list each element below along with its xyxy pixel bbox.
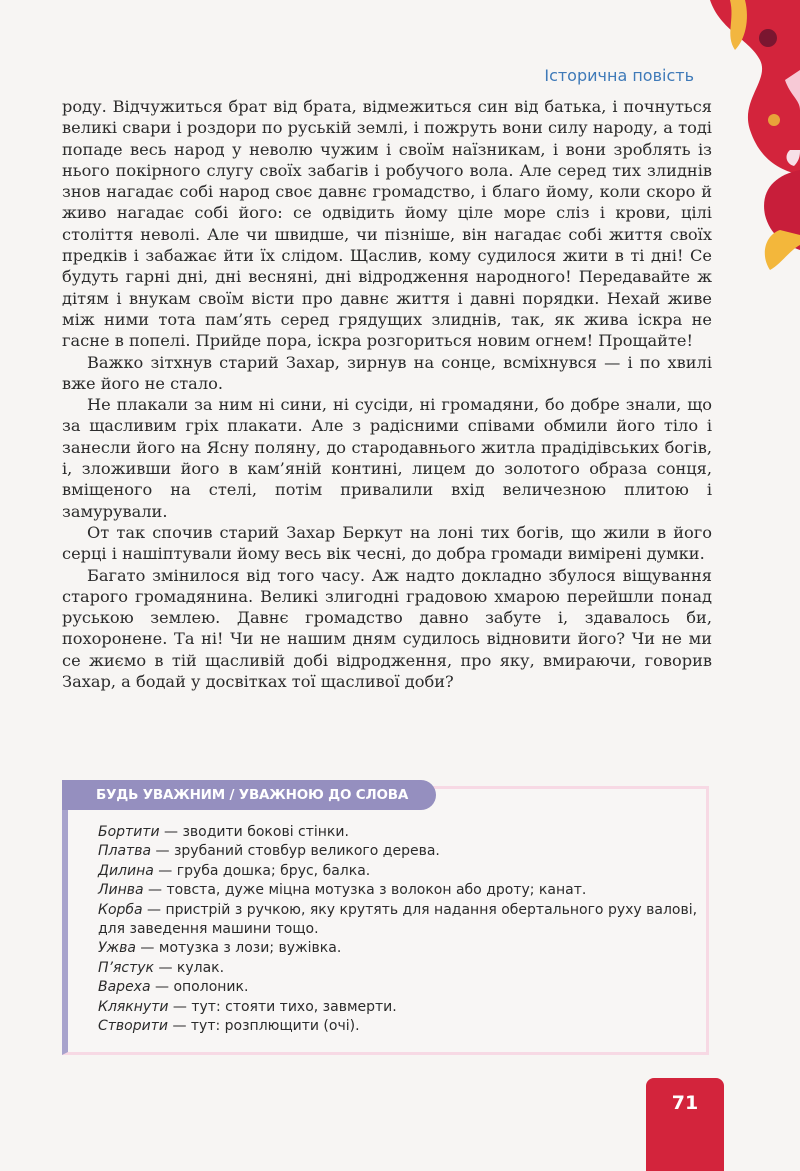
- vocabulary-definition: — тут: розплющити (очі).: [168, 1018, 360, 1035]
- page-number: 71: [671, 1092, 699, 1114]
- paragraph: Не плакали за ним ні сини, ні сусіди, ні громадяни, бо добре знали, що за щасливим гріх плакати. Але з радісними співами обмили його тіло і занесли його на Ясну поляну, до стародавнього житла прадідівських богів, і, зложивши його в кам’яній контині, лицем до золотого образа сонця, вміщеного на стелі, потім привалили вхід величезною плитою і замурували.: [62, 395, 712, 521]
- vocabulary-term: Ужва: [98, 940, 136, 957]
- vocabulary-definition: — зрубаний стовбур великого дерева.: [151, 843, 440, 860]
- vocabulary-definition: — зводити бокові стінки.: [159, 824, 349, 840]
- vocabulary-term: Платва: [98, 843, 152, 860]
- paragraph: От так спочив старий Захар Беркут на лоні тих богів, що жили в його серці і нашіптували йому весь вік чесні, до добра громади вимірені думки.: [62, 522, 712, 564]
- vocabulary-term: Линва: [98, 882, 144, 899]
- vocabulary-entry: [98, 978, 698, 997]
- vocabulary-entry: [98, 862, 698, 881]
- vocabulary-entry: [98, 842, 698, 861]
- vocabulary-definition: — ополоник.: [150, 979, 249, 996]
- vocabulary-entry: [98, 959, 698, 978]
- page-number-badge: [646, 1078, 724, 1171]
- vocabulary-entry: [98, 881, 698, 900]
- vocabulary-entry: [98, 998, 698, 1017]
- vocabulary-definition: — груба дошка; брус, балка.: [153, 862, 371, 879]
- vocabulary-definition: — кулак.: [154, 959, 225, 976]
- vocabulary-list: [98, 823, 698, 1036]
- vocabulary-definition: — мотузка з лози; вужівка.: [135, 940, 342, 957]
- vocabulary-term: Клякнути: [98, 998, 169, 1015]
- vocabulary-box-title: БУДЬ УВАЖНИМ / УВАЖНОЮ ДО СЛОВА: [62, 780, 436, 810]
- main-text: [62, 96, 712, 692]
- vocabulary-term: Бортити: [98, 824, 160, 840]
- vocabulary-entry: [98, 823, 698, 842]
- vocabulary-definition: — товста, дуже міцна мотузка з волокон або дроту; канат.: [143, 882, 587, 899]
- vocabulary-term: Корба: [98, 901, 143, 918]
- vocabulary-definition: — тут: стояти тихо, завмерти.: [168, 998, 397, 1015]
- paragraph: Важко зітхнув старий Захар, зирнув на сонце, всміхнувся — і по хвилі вже його не стало.: [62, 352, 712, 393]
- vocabulary-term: П’ястук: [98, 959, 154, 976]
- paragraph: Багато змінилося від того часу. Аж надто докладно збулося віщування старого громадянина. Великі злигодні градовою хмарою перейшли понад руською землею. Давнє громадство давно забуте і, здавалось би, похоронене. Та ні! Чи не нашим дням судилось відновити його? Чи не ми се жиємо в тій щасливій добі відродження, про яку, вмираючи, говорив Захар, а бодай у досвітках тої щасливої доби?: [62, 565, 712, 692]
- vocabulary-term: Вареха: [98, 979, 151, 996]
- vocabulary-entry: [98, 1017, 698, 1036]
- vocabulary-definition: — пристрій з ручкою, яку крутять для надання обертального руху валові, для заведення машини тощо.: [98, 901, 698, 938]
- vocabulary-entry: [98, 939, 698, 958]
- vocabulary-term: Дилина: [98, 862, 154, 879]
- vocabulary-entry: [98, 901, 698, 940]
- paragraph: роду. Відчужиться брат від брата, відмежиться син від батька, і почнуться великі свари і роздори по руській землі, і пожруть вони силу народу, а тоді попаде весь народ у неволю чужим і своїм наїзникам, і вони зроблять із нього покірного слугу своїх забагів і робучого вола. Але серед тих злиднів знов нагадає собі народ своє давнє громадство, і благо йому, коли скоро й живо нагадає собі його: се одвідить йому ціле море сліз і крови, цілі століття неволі. Але чи швидше, чи пізніше, він нагадає собі життя своїх предків і забажає йти їх слідом. Щаслив, кому судилося жити в ті дні! Се будуть гарні дні, дні весняні, дні відродження народного! Передавайте ж дітям і внукам своїм вісти про давнє життя і давні порядки. Нехай живе між ними тота пам’ять серед грядущих злиднів, так, як жива іскра не гасне в попелі. Прийде пора, іскра розгориться новим огнем! Прощайте!: [62, 97, 712, 351]
- vocabulary-term: Створити: [98, 1018, 168, 1035]
- running-header-section-title: Історична повість: [544, 66, 694, 85]
